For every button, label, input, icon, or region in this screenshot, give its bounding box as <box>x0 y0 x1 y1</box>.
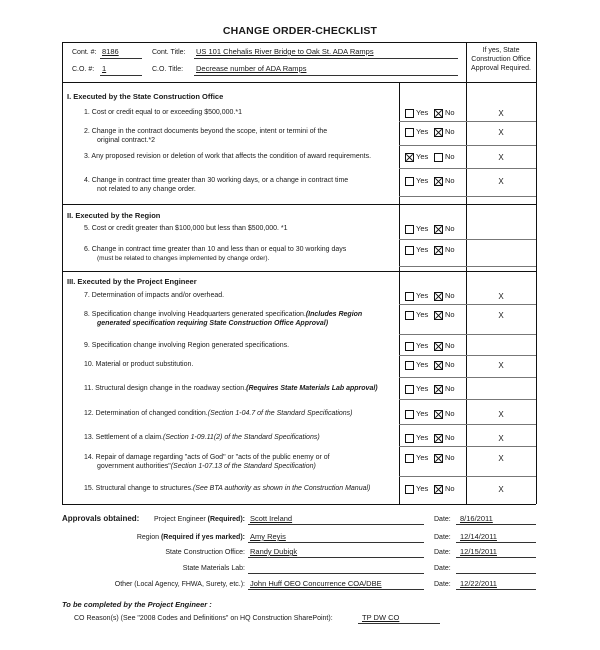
footer-heading: To be completed by the Project Engineer : <box>62 600 212 609</box>
yes-label: Yes <box>416 409 429 418</box>
no-label: No <box>445 433 455 442</box>
item-text: 5. Cost or credit greater than $100,000 but less than $500,000. *1 <box>84 225 288 232</box>
date-label: Date: <box>434 565 451 572</box>
approval-role: Project Engineer <box>153 516 208 523</box>
item-text: original contract.*2 <box>97 137 155 144</box>
yes-label: Yes <box>416 291 429 300</box>
yes-checkbox[interactable] <box>405 434 414 443</box>
yes-label: Yes <box>416 176 429 185</box>
item-text: not related to any change order. <box>97 186 196 193</box>
no-label: No <box>445 341 455 350</box>
checklist-item <box>84 409 396 418</box>
approver-name[interactable]: Scott Ireland <box>250 514 293 523</box>
approval-required-mark: X <box>498 485 504 494</box>
item-text: 11. Structural design change in the roadway section. <box>84 385 247 392</box>
yes-label: Yes <box>416 384 429 393</box>
co-reason-label: CO Reason(s) (See "2008 Codes and Definitions" on HQ Construction SharePoint): <box>74 615 333 622</box>
approval-role: Region <box>136 534 161 541</box>
yes-checkbox[interactable] <box>405 361 414 370</box>
no-checkbox[interactable] <box>434 485 443 494</box>
no-checkbox[interactable] <box>434 153 443 162</box>
no-label: No <box>445 484 455 493</box>
no-label: No <box>445 291 455 300</box>
no-label: No <box>445 224 455 233</box>
item-text: (must be related to changes implemented by change order). <box>97 255 270 262</box>
item-text: 6. Change in contract time greater than 10 and less than or equal to 30 working days <box>84 246 347 253</box>
approval-requirement: (Required if yes marked): <box>160 534 245 541</box>
approval-date[interactable]: 12/14/2011 <box>460 532 497 541</box>
item-note: (Section 1-07.13 of the Standard Specification) <box>170 463 316 470</box>
no-label: No <box>445 245 455 254</box>
approval-role: Other (Local Agency, FHWA, Surety, etc.): <box>114 581 245 588</box>
checklist-item <box>84 224 396 233</box>
yes-checkbox[interactable] <box>405 128 414 137</box>
no-label: No <box>445 108 455 117</box>
approval-label <box>115 580 245 589</box>
yes-checkbox[interactable] <box>405 485 414 494</box>
checklist-item <box>84 291 396 300</box>
approval-required-mark: X <box>498 434 504 443</box>
yes-checkbox[interactable] <box>405 454 414 463</box>
date-label: Date: <box>434 581 451 588</box>
checklist-item <box>84 360 396 369</box>
co-reason-value[interactable]: TP DW CO <box>362 613 400 622</box>
yes-checkbox[interactable] <box>405 246 414 255</box>
approver-name[interactable]: Amy Reyis <box>250 532 286 541</box>
checklist-item <box>84 341 396 350</box>
no-label: No <box>445 409 455 418</box>
item-note: (See BTA authority as shown in the Construction Manual) <box>192 485 371 492</box>
no-checkbox[interactable] <box>434 410 443 419</box>
approval-label <box>154 515 245 524</box>
item-text: 7. Determination of impacts and/or overhead. <box>84 292 225 299</box>
checklist-item <box>84 433 396 442</box>
no-checkbox[interactable] <box>434 246 443 255</box>
section-heading-state: I. Executed by the State Construction Office <box>67 92 224 101</box>
yes-label: Yes <box>416 108 429 117</box>
date-label: Date: <box>434 534 451 541</box>
yes-checkbox[interactable] <box>405 410 414 419</box>
approval-required-mark: X <box>498 361 504 370</box>
yes-label: Yes <box>416 433 429 442</box>
approval-required-mark: X <box>498 109 504 118</box>
yes-checkbox[interactable] <box>405 109 414 118</box>
yes-checkbox[interactable] <box>405 225 414 234</box>
approval-label <box>165 548 245 557</box>
no-checkbox[interactable] <box>434 454 443 463</box>
approval-required-mark: X <box>498 292 504 301</box>
co-title-label: C.O. Title: <box>152 66 184 73</box>
item-text: 1. Cost or credit equal to or exceeding $500,000.*1 <box>84 109 242 116</box>
no-checkbox[interactable] <box>434 292 443 301</box>
no-label: No <box>445 453 455 462</box>
no-label: No <box>445 310 455 319</box>
checklist-item <box>84 152 396 161</box>
no-checkbox[interactable] <box>434 311 443 320</box>
no-label: No <box>445 152 455 161</box>
approvals-heading: Approvals obtained: <box>62 514 140 523</box>
item-text: generated specification requiring State Construction Office Approval) <box>97 320 329 327</box>
checklist-item <box>84 176 396 194</box>
no-checkbox[interactable] <box>434 177 443 186</box>
no-checkbox[interactable] <box>434 361 443 370</box>
yes-checkbox[interactable] <box>405 177 414 186</box>
item-text: 12. Determination of changed condition. <box>84 410 208 417</box>
approval-required-mark: X <box>498 454 504 463</box>
item-text: 13. Settlement of a claim. <box>84 434 163 441</box>
no-checkbox[interactable] <box>434 109 443 118</box>
co-number-label: C.O. #: <box>72 66 95 73</box>
item-text: 8. Specification change involving Headquarters generated specification. <box>84 311 306 318</box>
approval-date[interactable]: 12/15/2011 <box>460 547 497 556</box>
cont-title-label: Cont. Title: <box>152 49 186 56</box>
no-label: No <box>445 360 455 369</box>
cont-number-label: Cont. #: <box>72 49 97 56</box>
checklist-item <box>84 245 396 263</box>
no-checkbox[interactable] <box>434 434 443 443</box>
checklist-item <box>84 127 396 145</box>
yes-label: Yes <box>416 453 429 462</box>
checklist-item <box>84 453 396 471</box>
no-label: No <box>445 176 455 185</box>
checklist-item <box>84 108 396 117</box>
yes-checkbox[interactable] <box>405 342 414 351</box>
item-note: (Section 1-04.7 of the Standard Specifications) <box>207 410 353 417</box>
item-note: (Section 1-09.11(2) of the Standard Specifications) <box>162 434 320 441</box>
yes-checkbox[interactable] <box>405 311 414 320</box>
item-note: (Requires State Materials Lab approval) <box>246 385 378 392</box>
no-checkbox[interactable] <box>434 342 443 351</box>
item-text: 10. Material or product substitution. <box>84 361 194 368</box>
yes-label: Yes <box>416 360 429 369</box>
checklist-item <box>84 310 396 328</box>
yes-label: Yes <box>416 310 429 319</box>
yes-label: Yes <box>416 245 429 254</box>
no-label: No <box>445 127 455 136</box>
approver-name[interactable]: John Huff OEO Concurrence COA/DBE <box>250 579 382 588</box>
yes-label: Yes <box>416 341 429 350</box>
item-text: 14. Repair of damage regarding "acts of God" or "acts of the public enemy or of <box>84 454 330 461</box>
item-note: (Includes Region <box>305 311 363 318</box>
checklist-item <box>84 484 396 493</box>
yes-label: Yes <box>416 127 429 136</box>
yes-label: Yes <box>416 152 429 161</box>
date-label: Date: <box>434 549 451 556</box>
cont-number-value[interactable]: 8186 <box>102 47 119 56</box>
approval-required-mark: X <box>498 311 504 320</box>
approval-required-mark: X <box>498 410 504 419</box>
yes-label: Yes <box>416 224 429 233</box>
approval-requirement: (Required): <box>207 516 245 523</box>
no-label: No <box>445 384 455 393</box>
no-checkbox[interactable] <box>434 385 443 394</box>
yes-checkbox[interactable] <box>405 153 414 162</box>
no-checkbox[interactable] <box>434 225 443 234</box>
yes-label: Yes <box>416 484 429 493</box>
item-text: 9. Specification change involving Region generated specifications. <box>84 342 290 349</box>
approval-label <box>183 564 245 573</box>
approval-required-mark: X <box>498 128 504 137</box>
item-text: government authorities" <box>97 463 171 470</box>
approval-required-mark: X <box>498 177 504 186</box>
item-text: 2. Change in the contract documents beyond the scope, intent or termini of the <box>84 128 328 135</box>
co-title-value[interactable]: Decrease number of ADA Ramps <box>196 64 307 73</box>
section-heading-region: II. Executed by the Region <box>67 211 161 220</box>
approval-date[interactable]: 12/22/2011 <box>460 579 497 588</box>
approval-label <box>137 533 245 542</box>
section-heading-engineer: III. Executed by the Project Engineer <box>67 277 197 286</box>
co-number-value[interactable]: 1 <box>102 64 107 73</box>
page-title: CHANGE ORDER-CHECKLIST <box>222 25 378 37</box>
no-checkbox[interactable] <box>434 128 443 137</box>
approver-name[interactable]: Randy Dubigk <box>250 547 298 556</box>
checklist-item <box>84 384 396 393</box>
yes-checkbox[interactable] <box>405 385 414 394</box>
yes-checkbox[interactable] <box>405 292 414 301</box>
item-text: 4. Change in contract time greater than 30 working days, or a change in contract time <box>84 177 349 184</box>
approval-role: State Construction Office: <box>165 549 245 556</box>
approval-date[interactable]: 8/16/2011 <box>460 514 493 523</box>
item-text: 15. Structural change to structures. <box>84 485 193 492</box>
approval-required-note: If yes, State Construction Office Approval Required. <box>471 47 531 72</box>
approval-role: State Materials Lab: <box>182 565 245 572</box>
cont-title-value[interactable]: US 101 Chehalis River Bridge to Oak St. ADA Ramps <box>196 47 374 56</box>
approval-required-mark: X <box>498 153 504 162</box>
item-text: 3. Any proposed revision or deletion of work that affects the condition of award requirements. <box>84 153 372 160</box>
date-label: Date: <box>434 516 451 523</box>
